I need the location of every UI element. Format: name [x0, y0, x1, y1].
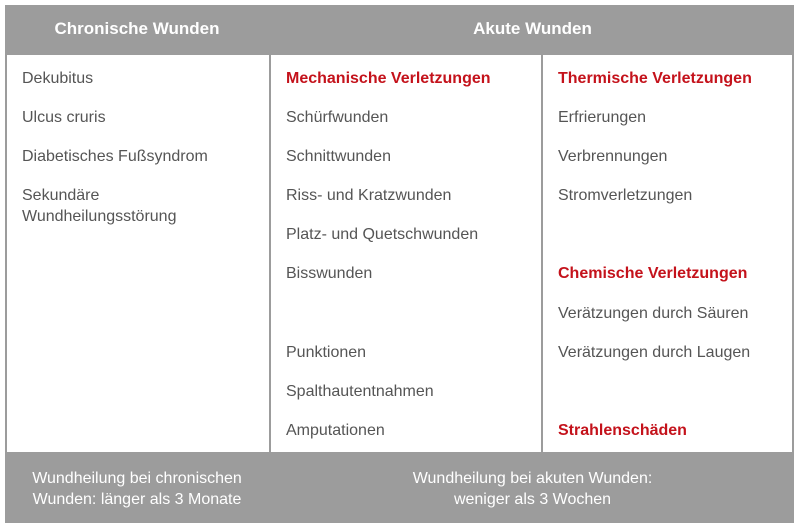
thermal-item: Verbrennungen [558, 148, 668, 165]
header-chronic-wounds [5, 5, 269, 53]
thermal-heading: Thermische Verletzungen [558, 70, 752, 87]
mechanical-item: Amputationen [286, 422, 385, 439]
chemical-item: Verätzungen durch Säuren [558, 305, 749, 322]
footer-acute-line: weniger als 3 Wochen [453, 490, 612, 508]
header-chronic-label: Chronische Wunden [54, 19, 220, 38]
mechanical-column [271, 55, 541, 452]
footer-acute-healing [271, 454, 794, 523]
mechanical-item: Riss- und Kratzwunden [286, 187, 452, 204]
thermal-item: Erfrierungen [558, 109, 647, 126]
mechanical-item: Schürfwunden [286, 109, 389, 126]
chronic-item: Ulcus cruris [22, 109, 106, 126]
mechanical-item: Schnittwunden [286, 148, 391, 165]
thermal-item: Stromverletzungen [558, 187, 693, 204]
footer-acute-line: Wundheilung bei akuten Wunden: [412, 469, 653, 487]
mechanical-item: Punktionen [286, 344, 367, 361]
chemical-heading: Chemische Verletzungen [558, 265, 748, 282]
footer-chronic-healing [5, 454, 269, 523]
footer-chronic-line: Wundheilung bei chronischen [32, 469, 242, 487]
mechanical-item: Bisswunden [286, 265, 373, 282]
mechanical-item: Spalthautentnahmen [286, 383, 434, 400]
header-acute-label: Akute Wunden [473, 19, 592, 38]
chronic-item: Diabetisches Fußsyndrom [22, 148, 208, 165]
mechanical-item: Platz- und Quetschwunden [286, 226, 479, 243]
chronic-item: Dekubitus [22, 70, 94, 87]
chronic-column [7, 55, 269, 452]
footer-chronic-line: Wunden: länger als 3 Monate [32, 490, 242, 508]
mechanical-heading: Mechanische Verletzungen [286, 70, 491, 87]
chronic-item: Sekundäre Wundheilungsstörung [22, 187, 177, 225]
chemical-item: Verätzungen durch Laugen [558, 344, 751, 361]
header-acute-wounds [271, 5, 794, 53]
thermal-chemical-column [543, 55, 792, 452]
radiation-heading: Strahlenschäden [558, 422, 687, 439]
